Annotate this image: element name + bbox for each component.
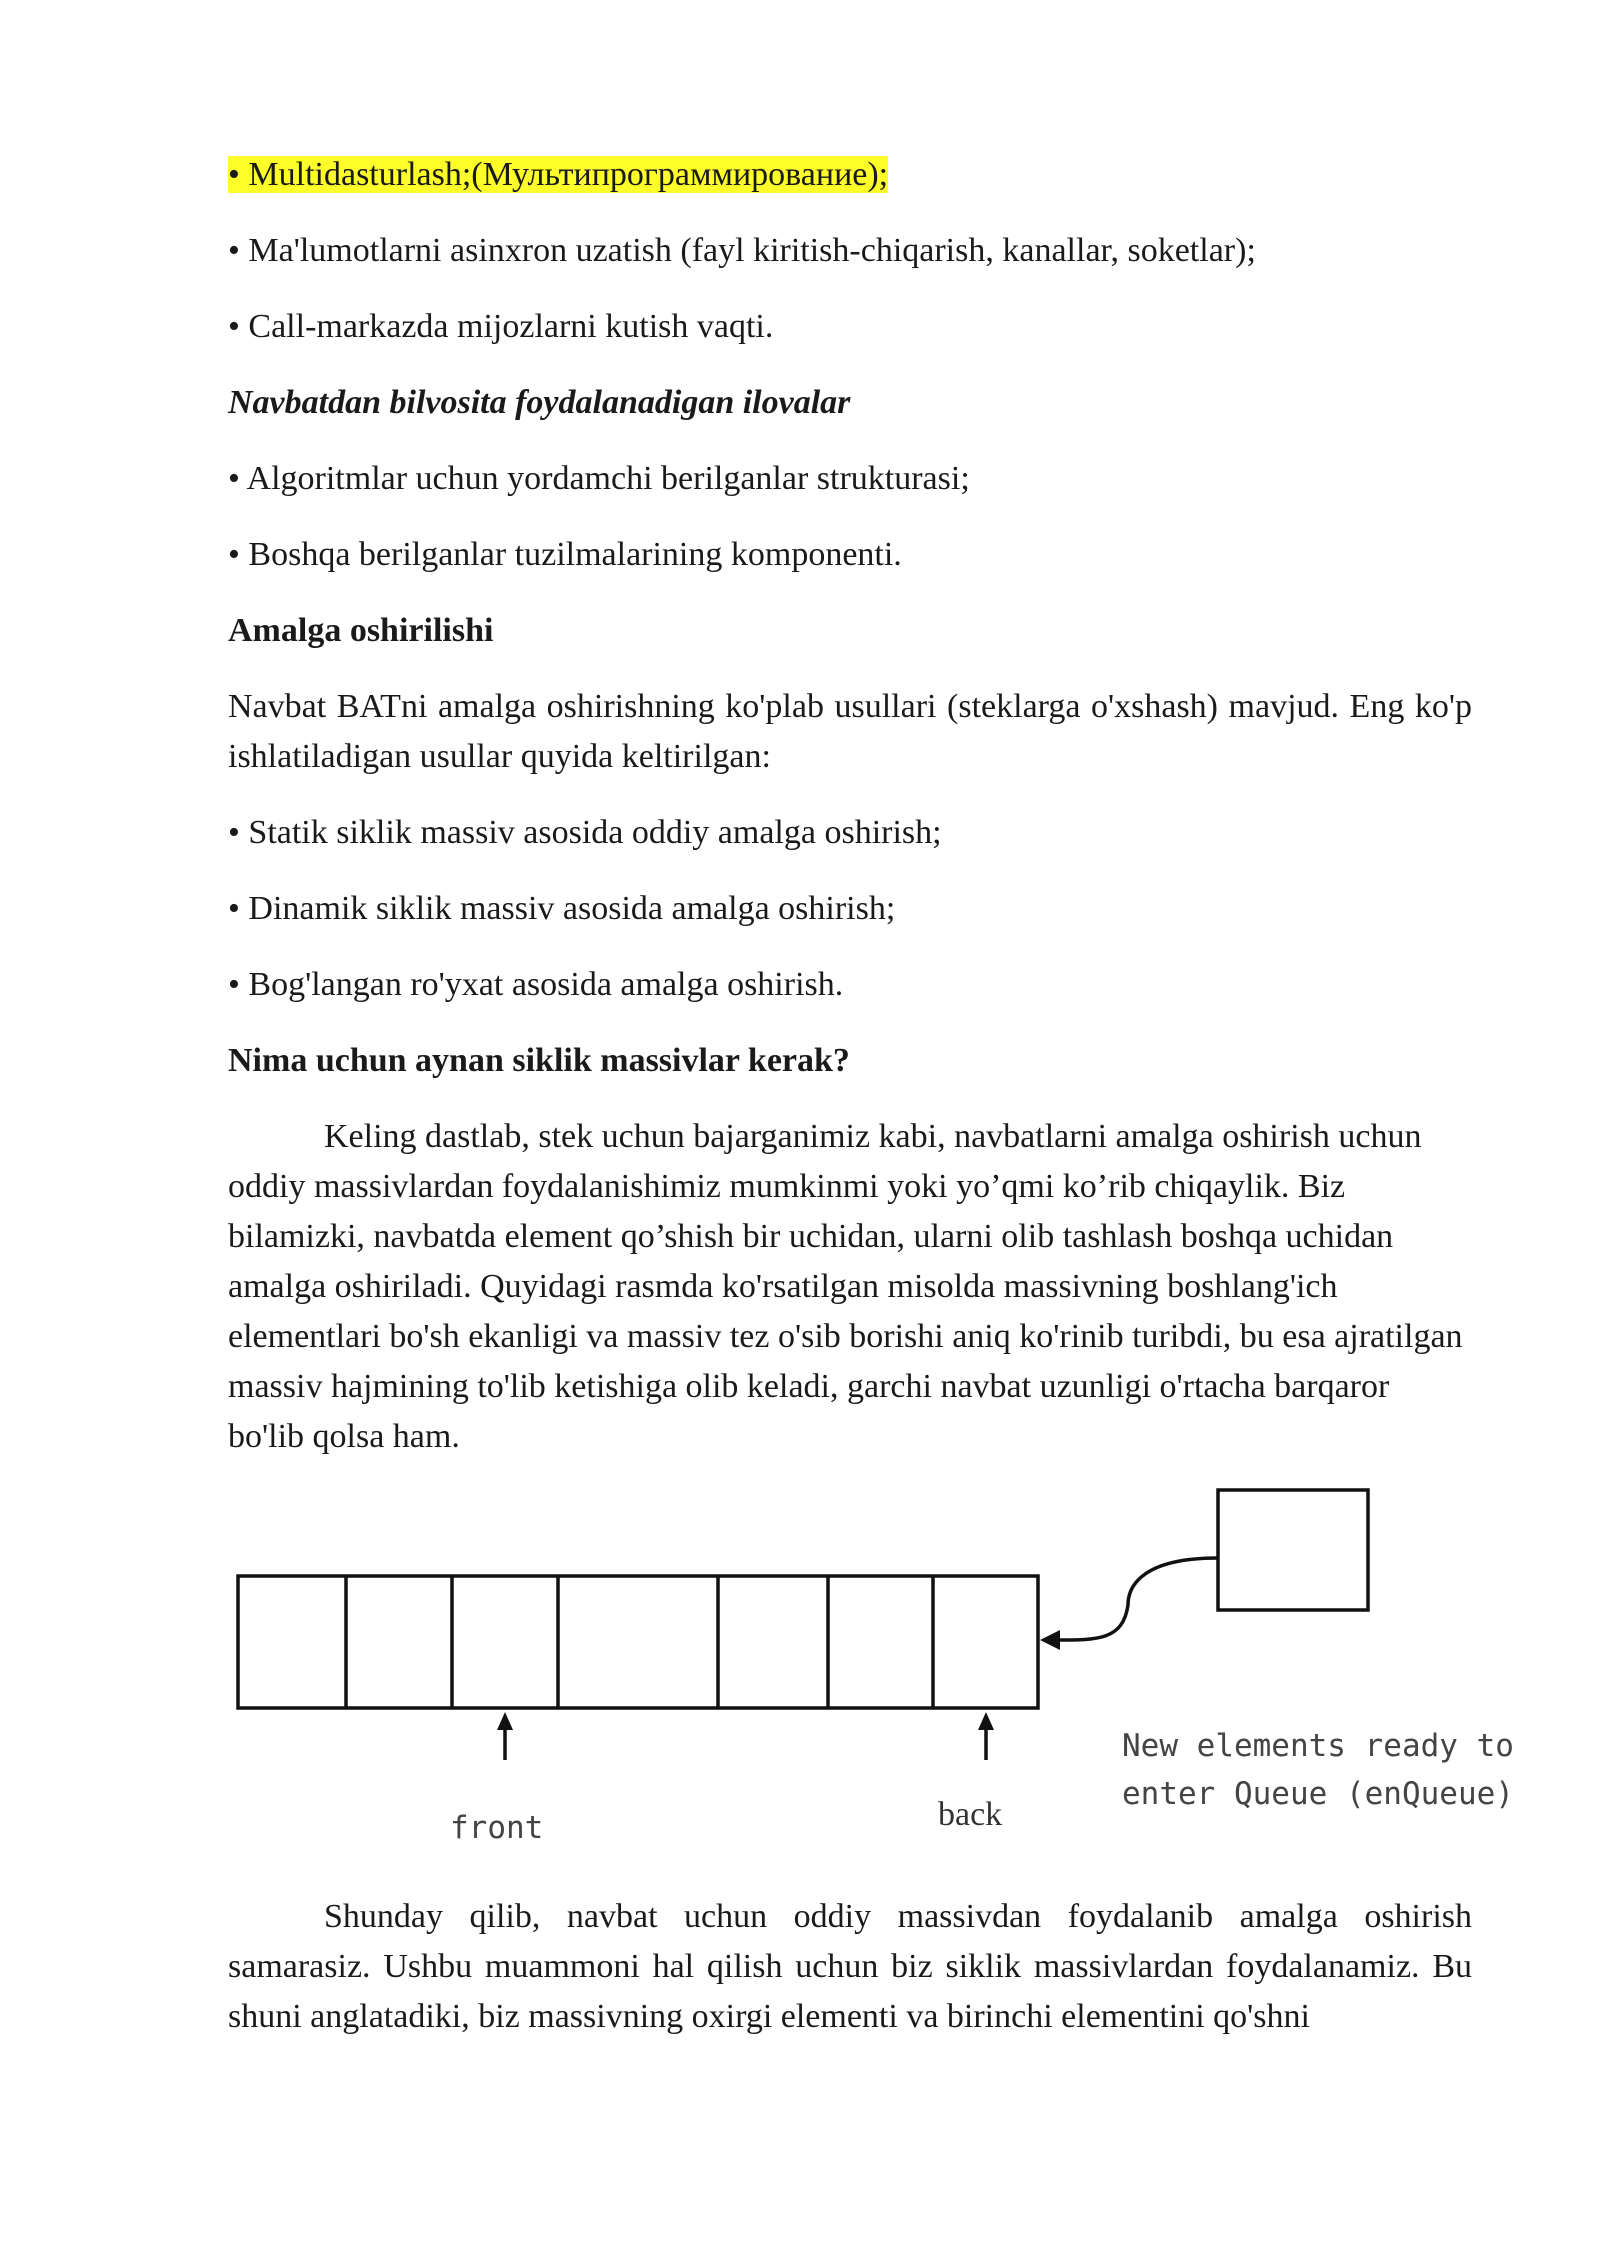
queue-diagram bbox=[228, 1480, 1514, 1880]
paragraph-simple-array: Keling dastlab, stek uchun bajarganimiz kabi, navbatlarni amalga oshirish uchun oddiy massivlardan foydalanishimiz mumkinmi yoki yo’qmi ko’rib chiqaylik. Biz bilamizki, navbatda element qo’shish bir uchidan, ularni olib tashlash boshqa uchidan amalga oshiriladi. Quyidagi rasmda ko'rsatilgan misolda massivning boshlang'ich elementlari bo'sh ekanligi va massiv tez o'sib borishi aniq ko'rinib turibdi, bu esa ajratilgan massiv hajmining to'lib ketishiga olib keladi, garchi navbat uzunligi o'rtacha barqaror bo'lib qolsa ham. bbox=[228, 1118, 1463, 1455]
bullet-linked-list: • Bog'langan ro'yxat asosida amalga oshirish. bbox=[228, 966, 844, 1003]
bullet-dynamic-circular: • Dinamik siklik massiv asosida amalga oshirish; bbox=[228, 890, 896, 927]
highlighted-text: • Multidasturlash;(Мультипрограммирование); bbox=[228, 156, 889, 193]
enqueue-arrowhead bbox=[1040, 1630, 1060, 1650]
bullet-static-circular: • Statik siklik massiv asosida oddiy amalga oshirish; bbox=[228, 814, 942, 851]
queue-array-outline bbox=[238, 1576, 1038, 1708]
enqueue-curve bbox=[1058, 1558, 1218, 1640]
front-label: front bbox=[450, 1810, 544, 1846]
bullet-call-center: • Call-markazda mijozlarni kutish vaqti. bbox=[228, 308, 774, 345]
back-arrowhead bbox=[978, 1712, 994, 1730]
heading-implementation: Amalga oshirilishi bbox=[228, 612, 494, 649]
bullet-async-transfer: • Ma'lumotlarni asinxron uzatish (fayl kiritish-chiqarish, kanallar, soketlar); bbox=[228, 232, 1256, 269]
bullet-aux-structure: • Algoritmlar uchun yordamchi berilganlar strukturasi; bbox=[228, 460, 970, 497]
paragraph-conclusion: Shunday qilib, navbat uchun oddiy massivdan foydalanib amalga oshirish samarasiz. Ushbu muammoni hal qilish uchun biz siklik massivlardan foydalanamiz. Bu shuni anglatadiki, biz massivning oxirgi elementi va birinchi elementini qo'shni bbox=[228, 1898, 1472, 2035]
back-label: back bbox=[938, 1796, 1003, 1833]
paragraph-implementation-intro: Navbat BATni amalga oshirishning ko'plab usullari (steklarga o'xshash) mavjud. Eng ko'p ishlatiladigan usullar quyida keltirilgan: bbox=[228, 688, 1472, 775]
new-elements-caption-line1: New elements ready to bbox=[1122, 1728, 1514, 1764]
heading-why-circular: Nima uchun aynan siklik massivlar kerak? bbox=[228, 1042, 850, 1079]
new-element-box bbox=[1218, 1490, 1368, 1610]
bullet-component: • Boshqa berilganlar tuzilmalarining komponenti. bbox=[228, 536, 902, 573]
new-elements-caption-line2: enter Queue (enQueue) bbox=[1122, 1776, 1514, 1812]
heading-indirect-uses: Navbatdan bilvosita foydalanadigan ilovalar bbox=[228, 384, 851, 421]
front-arrowhead bbox=[497, 1712, 513, 1730]
queue-diagram-svg bbox=[228, 1480, 1488, 1880]
bullet-multiprogramming bbox=[228, 150, 888, 200]
